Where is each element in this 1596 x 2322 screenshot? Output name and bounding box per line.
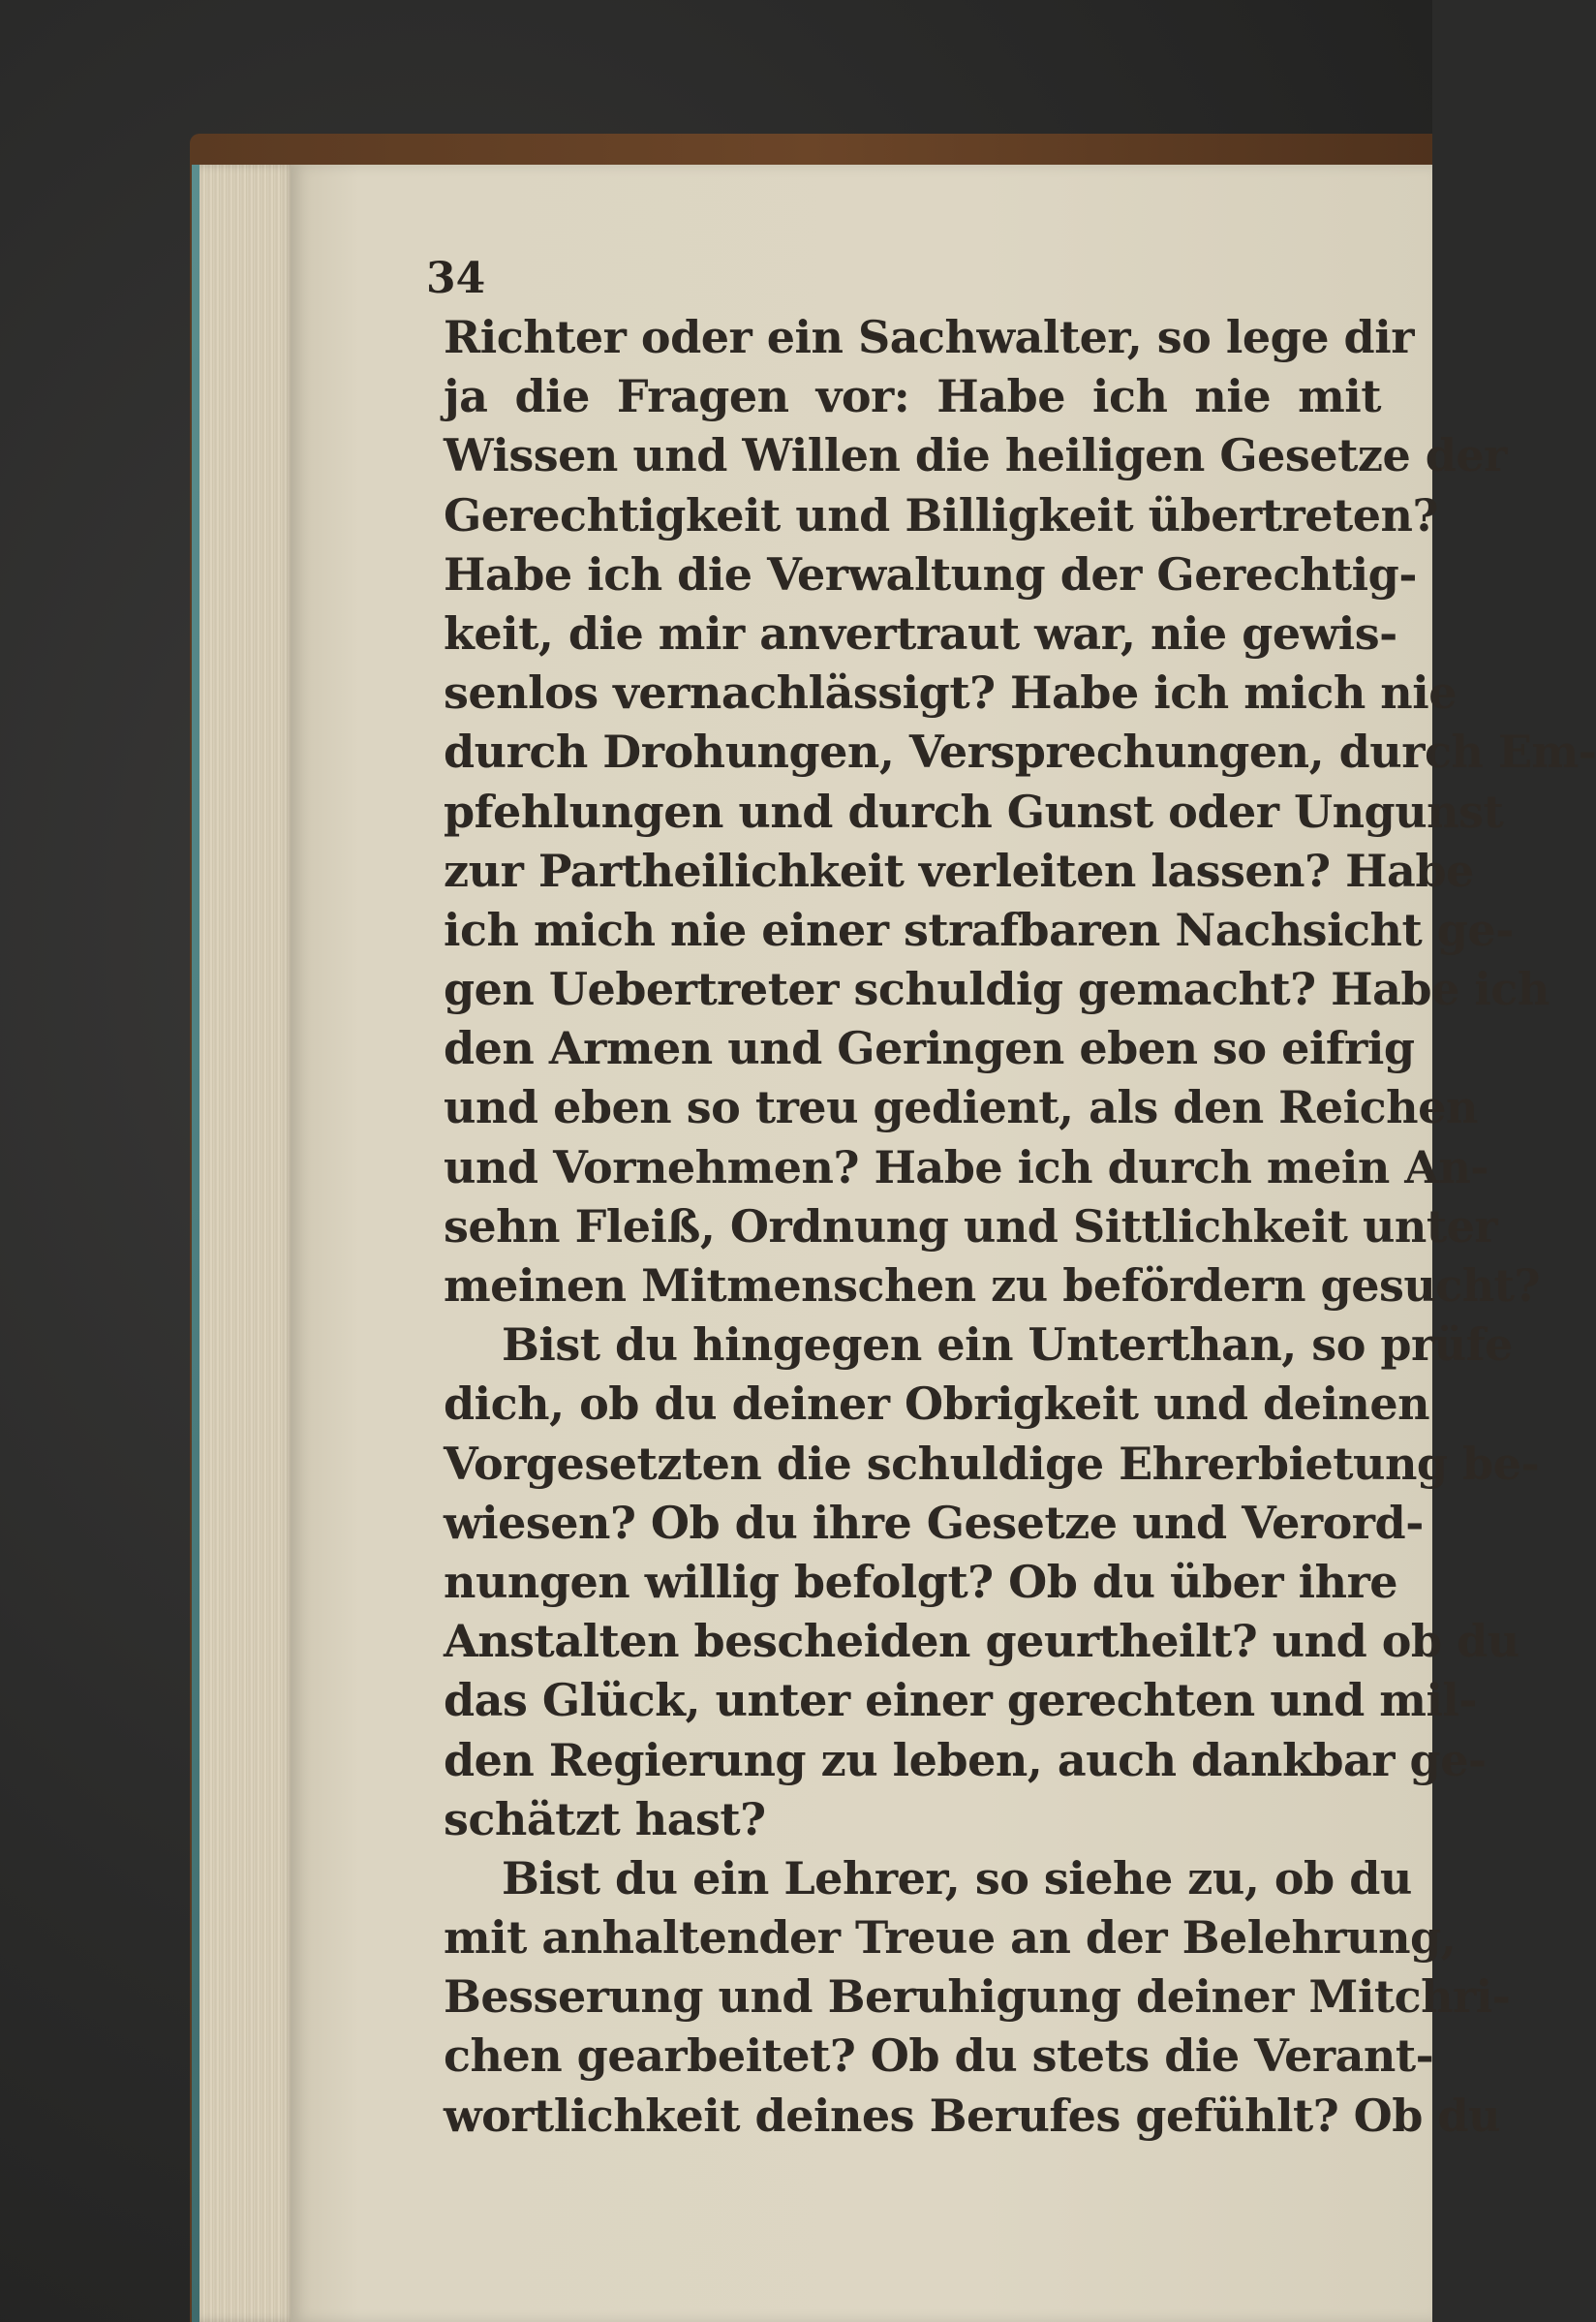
text-line: Habe ich die Verwaltung der Gerechtig- bbox=[444, 547, 1417, 601]
text-line: ich mich nie einer strafbaren Nachsicht ge- bbox=[444, 903, 1514, 956]
text-line: Richter oder ein Sachwalter, so lege dir bbox=[444, 311, 1414, 363]
text-line: mit anhaltender Treue an der Belehrung, bbox=[444, 1911, 1457, 1965]
text-line: Gerechtigkeit und Billigkeit übertreten? bbox=[444, 488, 1438, 542]
text-line: senlos vernachlässigt? Habe ich mich nie bbox=[444, 666, 1457, 720]
text-line: den Armen und Geringen eben so eifrig bbox=[444, 1022, 1415, 1075]
page-text bbox=[444, 308, 1596, 2146]
text-line: gen Uebertreter schuldig gemacht? Habe ich bbox=[444, 963, 1550, 1016]
text-line: das Glück, unter einer gerechten und mil- bbox=[444, 1674, 1477, 1727]
page-edges bbox=[200, 165, 296, 2322]
text-line: Anstalten bescheiden geurtheilt? und ob du bbox=[444, 1615, 1519, 1668]
page-number: 34 bbox=[426, 254, 486, 303]
text-line: wortlichkeit deines Berufes gefühlt? Ob du bbox=[444, 2089, 1501, 2142]
text-line: dich, ob du deiner Obrigkeit und deinen bbox=[444, 1378, 1430, 1431]
text-line: schätzt hast? bbox=[444, 1792, 766, 1845]
text-line: und eben so treu gedient, als den Reichen bbox=[444, 1081, 1478, 1134]
text-line: durch Drohungen, Versprechungen, durch Em- bbox=[444, 726, 1596, 779]
text-line: sehn Fleiß, Ordnung und Sittlichkeit unter bbox=[444, 1199, 1498, 1253]
text-line: chen gearbeitet? Ob du stets die Verant- bbox=[444, 2029, 1434, 2083]
text-line: pfehlungen und durch Gunst oder Ungunst bbox=[444, 785, 1504, 838]
text-line: Besserung und Beruhigung deiner Mitchri- bbox=[444, 1970, 1511, 2024]
text-line: zur Partheilichkeit verleiten lassen? Habe bbox=[444, 844, 1474, 897]
text-line: den Regierung zu leben, auch dankbar ge- bbox=[444, 1733, 1487, 1786]
text-line: und Vornehmen? Habe ich durch mein An- bbox=[444, 1140, 1489, 1193]
text-line: Bist du ein Lehrer, so siehe zu, ob du bbox=[502, 1851, 1412, 1904]
text-line: Vorgesetzten die schuldige Ehrerbietung be- bbox=[444, 1437, 1540, 1490]
text-line: Wissen und Willen die heiligen Gesetze der bbox=[444, 429, 1507, 482]
text-line: ja die Fragen vor: Habe ich nie mit bbox=[444, 370, 1381, 423]
text-line: wiesen? Ob du ihre Gesetze und Verord- bbox=[444, 1496, 1424, 1549]
text-line: keit, die mir anvertraut war, nie gewis- bbox=[444, 606, 1397, 660]
text-line: nungen willig befolgt? Ob du über ihre bbox=[444, 1555, 1398, 1608]
text-line: Bist du hingegen ein Unterthan, so prüfe bbox=[502, 1318, 1513, 1372]
text-line: meinen Mitmenschen zu befördern gesucht? bbox=[444, 1259, 1540, 1312]
